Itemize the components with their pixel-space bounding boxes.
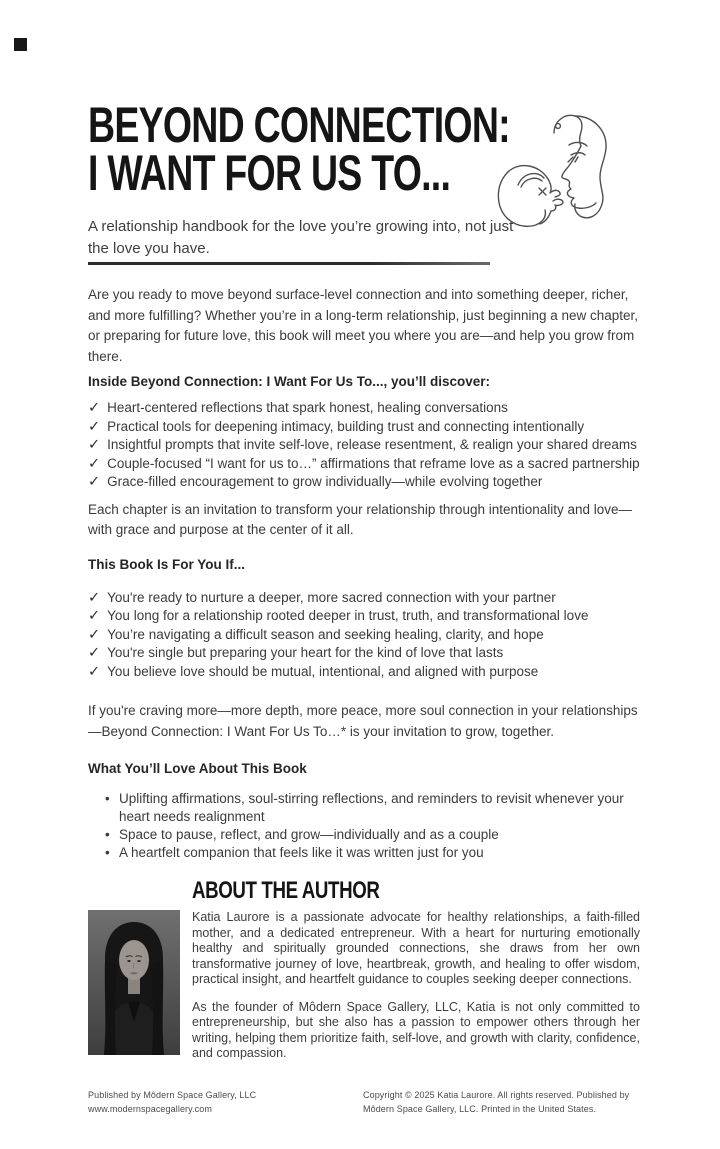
check-icon: ✓ (88, 589, 101, 606)
list-item-text: Practical tools for deepening intimacy, building trust and connecting intentionally (107, 418, 585, 434)
for-you-list (88, 589, 640, 682)
list-item-text: You’re navigating a difficult season and seeking healing, clarity, and hope (107, 626, 544, 642)
check-icon: ✓ (88, 663, 101, 680)
footer-publisher (88, 1089, 256, 1116)
intro-paragraph: Are you ready to move beyond surface-level connection and into something deeper, richer, and more fulfilling? Whether you’re in a long-term relationship, just beginning a new chapter, or preparing for future love, this book will meet you where you are—and help you grow from there. (88, 287, 639, 364)
list-item (88, 826, 640, 844)
list-item-text: You're single but preparing your heart for the kind of love that lasts (107, 645, 504, 660)
discover-heading: Inside Beyond Connection: I Want For Us To..., you’ll discover: (88, 374, 491, 389)
page-content (88, 0, 640, 1062)
book-title (88, 0, 640, 201)
list-item (88, 589, 640, 608)
discover-list (88, 399, 640, 492)
love-heading: What You’ll Love About This Book (88, 761, 307, 776)
bullet-icon: • (105, 791, 110, 806)
about-author-section (88, 877, 640, 1062)
list-item-text: Couple-focused “I want for us to…” affirmations that reframe love as a sacred partnership (107, 455, 640, 471)
check-icon: ✓ (88, 645, 101, 661)
check-icon: ✓ (88, 400, 101, 416)
list-item (88, 418, 640, 437)
list-item-text: Heart-centered reflections that spark honest, healing conversations (107, 400, 508, 415)
list-item-text: Insightful prompts that invite self-love, release resentment, & realign your shared dreams (107, 437, 637, 452)
check-icon: ✓ (88, 474, 101, 490)
book-subtitle: A relationship handbook for the love you’re growing into, not just the love you have. (88, 218, 514, 257)
author-paragraph-1: Katia Laurore is a passionate advocate for healthy relationships, a faith-filled mother, and a dedicated entrepreneur. With a heart for nurturing emotionally healthy and spiritually grounded connections, she draws from her own transformative journey of love, heartbreak, growth, and healing to offer wisdom, practical insight, and heartfelt guidance to couples seeking deeper connections. (192, 910, 640, 986)
list-item (88, 663, 640, 682)
for-you-heading: This Book Is For You If... (88, 556, 246, 572)
list-item (88, 473, 640, 492)
list-item (88, 626, 640, 645)
each-chapter-paragraph: Each chapter is an invitation to transform your relationship through intentionality and love—with grace and purpose at the center of it all. (88, 501, 633, 537)
book-title-line-1: BEYOND CONNECTION: (88, 97, 510, 153)
footer-publisher-line: Published by Môdern Space Gallery, LLC (88, 1090, 257, 1100)
footer-copyright: Copyright © 2025 Katia Laurore. All rights reserved. Published by Môdern Space Gallery, LLC. Printed in the United States. (363, 1090, 630, 1114)
list-item (88, 607, 640, 626)
check-icon: ✓ (88, 608, 101, 624)
author-paragraph-2: As the founder of Môdern Space Gallery, LLC, Katia is not only committed to entrepreneurship, but she also has a passion to empower others through her writing, helping them prioritize faith, self-love, and growth with clarity, confidence, and compassion. (192, 999, 640, 1060)
check-icon: ✓ (88, 437, 101, 453)
list-item (88, 790, 640, 826)
bullet-icon: • (105, 845, 110, 860)
list-item (88, 436, 640, 455)
list-item (88, 455, 640, 474)
list-item (88, 644, 640, 663)
list-item-text: You long for a relationship rooted deeper in trust, truth, and transformational love (107, 608, 589, 623)
about-author-text (192, 910, 640, 1062)
list-item-text: You believe love should be mutual, intentional, and aligned with purpose (107, 663, 539, 679)
divider-rule (88, 262, 490, 265)
footer-publisher-url: www.modernspacegallery.com (88, 1103, 212, 1114)
list-item (88, 399, 640, 418)
list-item-text: Grace-filled encouragement to grow individually—while evolving together (107, 474, 543, 489)
craving-paragraph: If you're craving more—more depth, more peace, more soul connection in your relationships—Beyond Connection: I Want For Us To…* is your invitation to grow, together. (88, 703, 638, 739)
list-item-text: Uplifting affirmations, soul-stirring reflections, and reminders to revisit whenever your heart needs realignment (119, 791, 624, 824)
love-list (88, 790, 640, 862)
book-title-line-2: I WANT FOR US TO... (88, 145, 451, 201)
list-item (88, 844, 640, 862)
author-portrait-photo (88, 910, 180, 1055)
corner-mark (14, 38, 27, 51)
about-author-heading: ABOUT THE AUTHOR (192, 877, 380, 904)
bullet-icon: • (105, 827, 110, 842)
list-item-text: A heartfelt companion that feels like it was written just for you (119, 845, 484, 860)
list-item-text: You're ready to nurture a deeper, more sacred connection with your partner (107, 589, 556, 605)
check-icon: ✓ (88, 418, 101, 435)
list-item-text: Space to pause, reflect, and grow—individually and as a couple (119, 827, 499, 842)
check-icon: ✓ (88, 455, 101, 472)
check-icon: ✓ (88, 626, 101, 643)
